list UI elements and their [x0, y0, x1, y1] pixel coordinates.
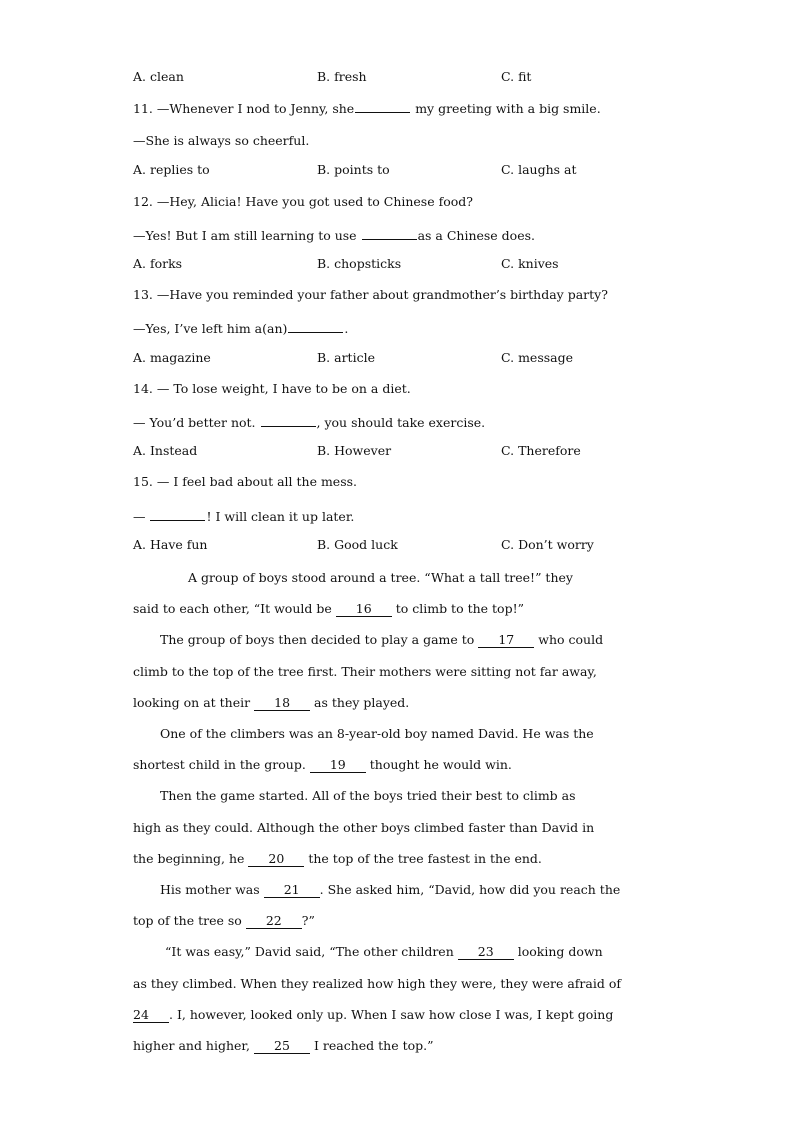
q15-option-a: A. Have fun [133, 537, 208, 552]
passage-p2-line1 [160, 632, 603, 648]
q11-option-b: B. points to [317, 162, 390, 177]
q12-option-c: C. knives [501, 256, 559, 271]
q11-option-a: A. replies to [133, 162, 210, 177]
passage-p5-line1 [160, 882, 620, 898]
q13-option-c: C. message [501, 350, 573, 365]
q15-reply-part1: — [133, 509, 150, 524]
p2-text-b: who could [534, 632, 604, 647]
p6-text-a: “It was easy,” David said, “The other children [165, 944, 458, 959]
p2-text-d: as they played. [310, 695, 410, 710]
blank-17: 17 [478, 633, 534, 648]
q15-stem: 15. — I feel bad about all the mess. [133, 474, 358, 489]
p1-text-a: said to each other, “It would be [133, 601, 336, 616]
q11-reply: —She is always so cheerful. [133, 133, 310, 148]
q10-option-b: B. fresh [317, 69, 367, 84]
p4-text-a: the beginning, he [133, 851, 249, 866]
p6-text-b: looking down [513, 944, 603, 959]
p6-text-c: . I, however, looked only up. When I saw how close I was, I kept going [169, 1007, 614, 1022]
q12-stem: 12. —Hey, Alicia! Have you got used to Chinese food? [133, 194, 473, 209]
q10-option-c: C. fit [501, 69, 532, 84]
q13-option-b: B. article [317, 350, 375, 365]
q12-reply-part2: as a Chinese does. [417, 228, 535, 243]
q15-option-b: B. Good luck [317, 537, 398, 552]
passage-p5-line2 [133, 913, 315, 929]
blank-22: 22 [246, 914, 302, 929]
passage-p3-line2 [133, 757, 512, 773]
passage-p4-line2: high as they could. Although the other boys climbed faster than David in [133, 820, 595, 835]
q12-reply [133, 227, 535, 244]
q13-stem: 13. —Have you reminded your father about grandmother’s birthday party? [133, 287, 608, 302]
p2-text-a: The group of boys then decided to play a game to [160, 632, 479, 647]
blank-19: 19 [310, 758, 366, 773]
p5-text-c: top of the tree so [133, 913, 246, 928]
q15-option-c: C. Don’t worry [501, 537, 594, 552]
blank-20: 20 [248, 852, 304, 867]
q14-reply [133, 414, 485, 431]
q12-reply-part1: —Yes! But I am still learning to use [133, 228, 361, 243]
blank-24: 24 [133, 1008, 169, 1023]
passage-p6-line1 [165, 944, 603, 960]
p5-text-b: . She asked him, “David, how did you reach the [319, 882, 621, 897]
p5-text-a: His mother was [160, 882, 264, 897]
blank-16: 16 [336, 602, 392, 617]
passage-p1-line1: A group of boys stood around a tree. “What a tall tree!” they [188, 570, 573, 585]
passage-p2-line2: climb to the top of the tree first. Their mothers were sitting not far away, [133, 664, 597, 679]
q15-reply-part2: ! I will clean it up later. [206, 509, 355, 524]
p3-text-b: thought he would win. [365, 757, 512, 772]
p1-text-b: to climb to the top!” [391, 601, 524, 616]
passage-p6-line2: as they climbed. When they realized how high they were, they were afraid of [133, 976, 621, 991]
q10-option-a: A. clean [133, 69, 184, 84]
q12-option-a: A. forks [133, 256, 183, 271]
q11-option-c: C. laughs at [501, 162, 577, 177]
p6-text-e: I reached the top.” [309, 1038, 434, 1053]
q13-blank [288, 320, 343, 333]
passage-p4-line3 [133, 851, 542, 867]
passage-p2-line3 [133, 695, 409, 711]
q11-stem-part1: 11. —Whenever I nod to Jenny, she [133, 101, 355, 116]
passage-p6-line3 [133, 1007, 613, 1023]
q13-reply [133, 320, 348, 337]
p2-text-c: looking on at their [133, 695, 255, 710]
passage-p6-line4 [133, 1038, 433, 1054]
q15-reply [133, 508, 354, 525]
q14-option-a: A. Instead [133, 443, 198, 458]
p4-text-b: the top of the tree fastest in the end. [304, 851, 542, 866]
blank-18: 18 [254, 696, 310, 711]
q13-reply-part2: . [344, 321, 349, 336]
p5-text-d: ?” [301, 913, 315, 928]
blank-21: 21 [264, 883, 320, 898]
q14-option-b: B. However [317, 443, 392, 458]
q14-blank [261, 414, 316, 427]
passage-p4-line1: Then the game started. All of the boys tried their best to climb as [160, 788, 576, 803]
q13-reply-part1: —Yes, I’ve left him a(an) [133, 321, 288, 336]
q12-blank [362, 227, 417, 240]
q11-blank [355, 100, 410, 113]
blank-25: 25 [254, 1039, 310, 1054]
blank-23: 23 [458, 945, 514, 960]
q13-option-a: A. magazine [133, 350, 211, 365]
q14-option-c: C. Therefore [501, 443, 581, 458]
passage-p3-line1: One of the climbers was an 8-year-old boy named David. He was the [160, 726, 594, 741]
passage-p1-line2 [133, 601, 524, 617]
p6-text-d: higher and higher, [133, 1038, 254, 1053]
q12-option-b: B. chopsticks [317, 256, 402, 271]
q14-reply-part2: , you should take exercise. [316, 415, 486, 430]
q11-stem-part2: my greeting with a big smile. [411, 101, 601, 116]
q14-reply-part1: — You’d better not. [133, 415, 260, 430]
p3-text-a: shortest child in the group. [133, 757, 310, 772]
q14-stem: 14. — To lose weight, I have to be on a diet. [133, 381, 411, 396]
q15-blank [150, 508, 205, 521]
q11-stem [133, 100, 601, 117]
